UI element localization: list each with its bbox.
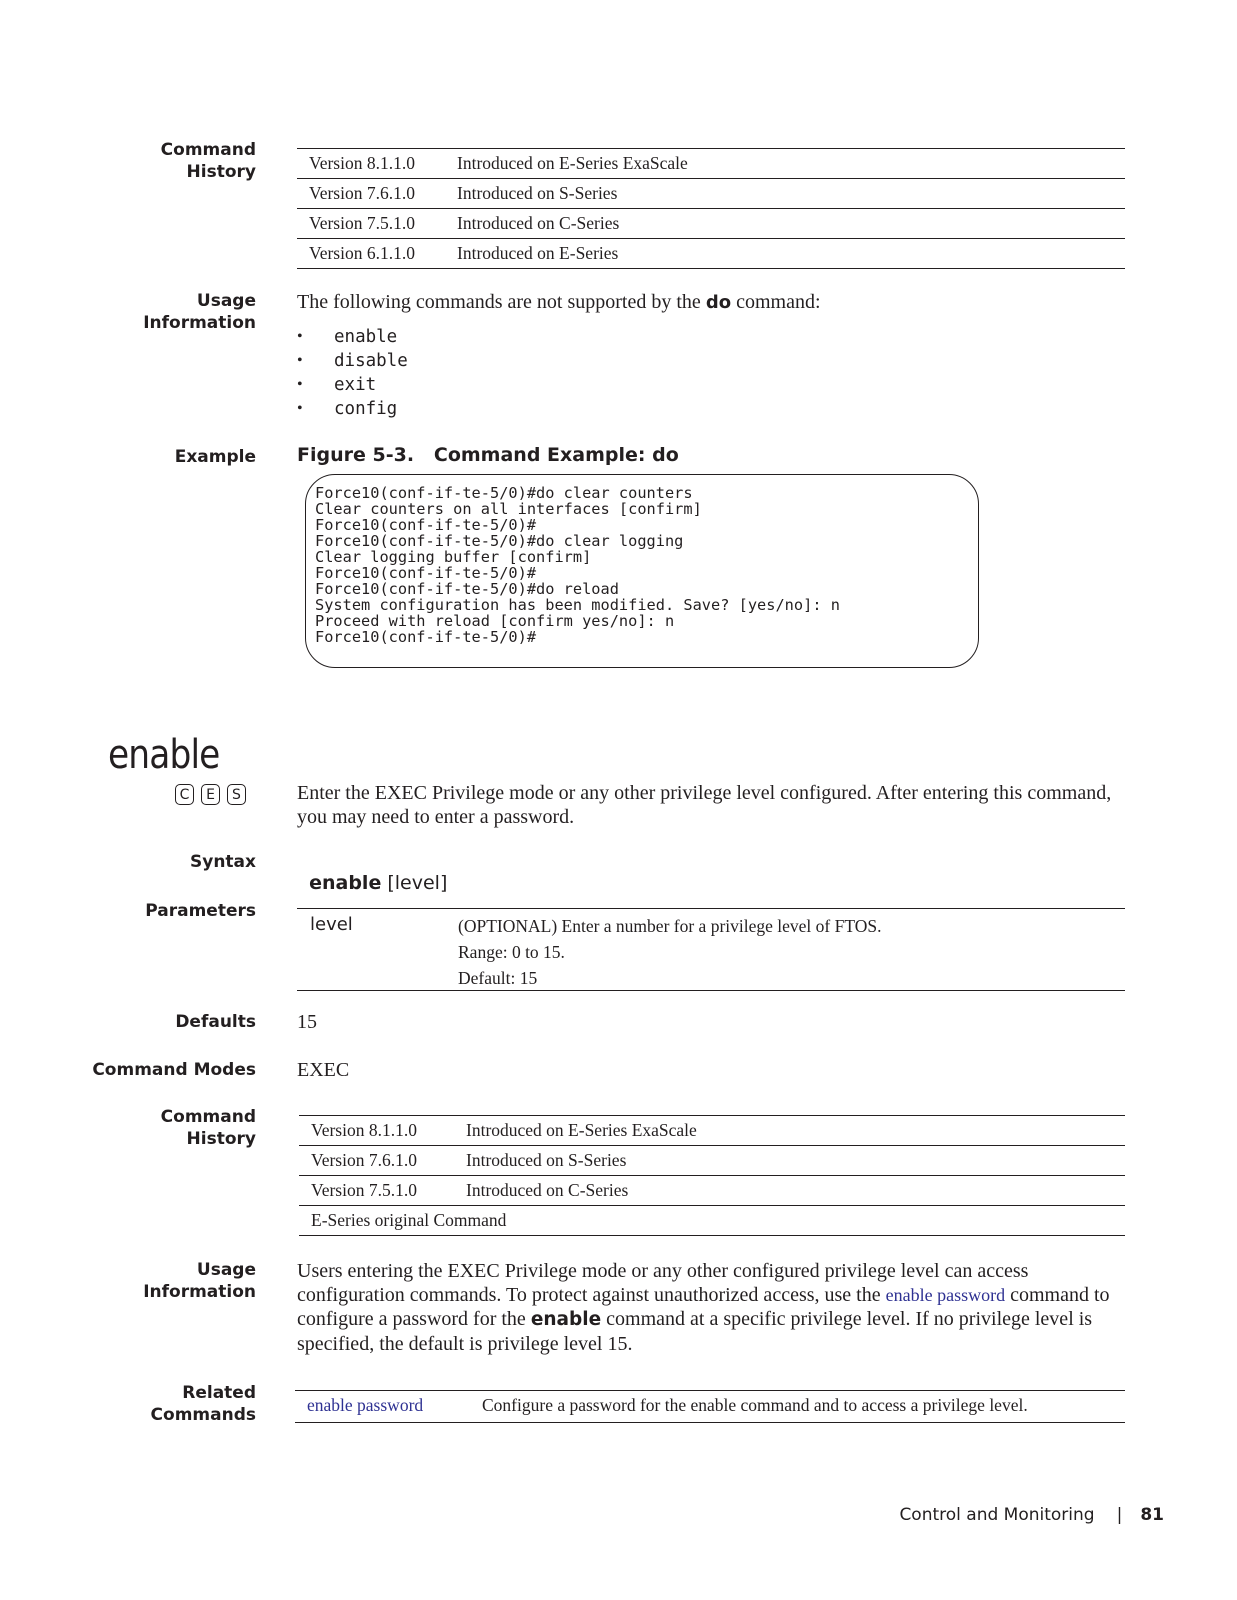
example-label: Example (174, 447, 256, 467)
platform-badge-e: E (201, 784, 220, 805)
defaults-value: 15 (297, 1011, 317, 1033)
table-row: E-Series original Command (299, 1206, 1125, 1236)
command-history-table (297, 148, 1125, 269)
command-description: Enter the EXEC Privilege mode or any other privilege level configured. After entering this command, you may need to enter a password. (297, 782, 1112, 828)
code-example-box (305, 474, 979, 668)
usage-information-label: Usage Information (143, 291, 256, 333)
table-row: Version 7.6.1.0 Introduced on S-Series (299, 1146, 1125, 1176)
syntax-text: enable [level] (309, 872, 448, 894)
command-history-table (299, 1115, 1125, 1236)
syntax-label: Syntax (190, 852, 256, 872)
related-commands-table (295, 1390, 1125, 1423)
command-modes-value: EXEC (297, 1059, 350, 1081)
command-history-label: Command History (160, 140, 256, 182)
command-title: enable (108, 732, 220, 778)
platform-badges (175, 784, 253, 805)
usage-text: Users entering the EXEC Privilege mode or any other configured privilege level can access configuration commands. To protect against unauthorized access, use the enable password command to configure a password for the enable command at a specific privilege level. If no privilege level is specified, the default is privilege level 15. (297, 1260, 1110, 1355)
related-commands-label: Related Commands (150, 1383, 256, 1425)
parameter-description: (OPTIONAL) Enter a number for a privilege level of FTOS. Range: 0 to 15. Default: 15 (458, 916, 882, 988)
list-item: • disable (297, 351, 408, 371)
table-row: Version 7.5.1.0 Introduced on C-Series (297, 209, 1125, 239)
defaults-label: Defaults (175, 1012, 256, 1032)
usage-text: The following commands are not supported by the do command: (297, 291, 821, 313)
footer-separator: | (1116, 1505, 1123, 1525)
table-row: Version 7.6.1.0 Introduced on S-Series (297, 179, 1125, 209)
usage-information-label: Usage Information (143, 1260, 256, 1302)
table-row: Version 7.5.1.0 Introduced on C-Series (299, 1176, 1125, 1206)
unsupported-commands-list (297, 325, 408, 421)
parameters-table (297, 908, 1125, 991)
list-item: • config (297, 399, 398, 419)
enable-password-link[interactable]: enable password (885, 1285, 1006, 1305)
list-item: • enable (297, 327, 398, 347)
related-command-description: Configure a password for the enable command and to access a privilege level. (482, 1395, 1028, 1415)
platform-badge-c: C (175, 784, 194, 805)
command-history-label: Command History (160, 1107, 256, 1149)
table-row: Version 8.1.1.0 Introduced on E-Series ExaScale (297, 149, 1125, 179)
code-example: Force10(conf-if-te-5/0)#do clear counters Clear counters on all interfaces [confirm] Force10(conf-if-te-5/0)# Force10(conf-if-te-5/0)#do clear logging Clear logging buffer [confirm] Force10(conf-if-te-5/0)# Force10(conf-if-te-5/0)#do reload System configuration has been modified. Save? [yes/no]: n Proceed with reload [confirm yes/no]: n Force10(conf-if-te-5/0)# (315, 484, 840, 646)
page-number: 81 (1140, 1505, 1164, 1525)
parameters-label: Parameters (145, 901, 256, 921)
footer-section-name: Control and Monitoring (899, 1505, 1095, 1525)
figure-title: Figure 5-3. Command Example: do (297, 444, 679, 466)
table-row: Version 6.1.1.0 Introduced on E-Series (297, 239, 1125, 269)
parameter-name: level (310, 914, 353, 935)
page-footer (899, 1505, 1164, 1525)
related-command-link[interactable]: enable password (307, 1395, 424, 1415)
command-modes-label: Command Modes (92, 1060, 256, 1080)
list-item: • exit (297, 375, 377, 395)
platform-badge-s: S (227, 784, 246, 805)
table-row: Version 8.1.1.0 Introduced on E-Series ExaScale (299, 1116, 1125, 1146)
